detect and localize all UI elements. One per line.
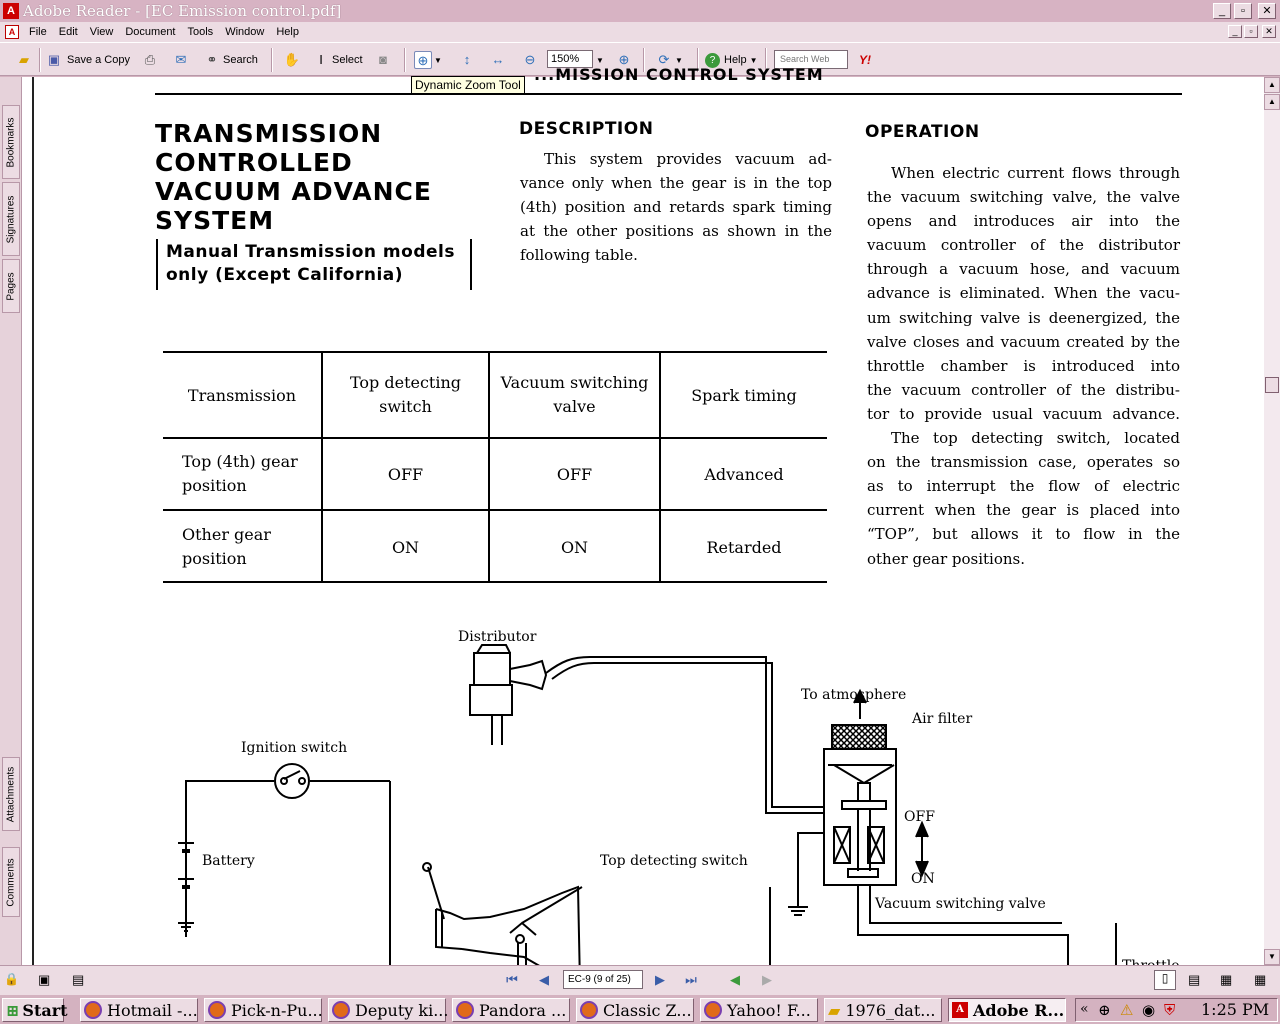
show-hidden-icons-icon[interactable]: «	[1080, 1001, 1089, 1017]
task-yahoo[interactable]: Yahoo! F...	[700, 998, 818, 1022]
help-icon: ?	[705, 53, 720, 68]
zoom-tool-dropdown-icon[interactable]: ▼	[434, 55, 442, 65]
window-view-icon[interactable]: ▣	[38, 972, 51, 987]
zoom-input[interactable]: 150%	[547, 50, 593, 68]
yahoo-icon[interactable]: Y!	[859, 53, 871, 67]
tab-bookmarks[interactable]: Bookmarks	[2, 105, 20, 179]
task-1976-data-folder[interactable]: ▰ 1976_dat...	[824, 998, 942, 1022]
close-button[interactable]: ✕	[1258, 3, 1276, 19]
label-battery: Battery	[202, 853, 255, 869]
gear-position-table	[163, 351, 827, 583]
start-button[interactable]: ⊞ Start	[2, 998, 64, 1022]
task-adobe-reader[interactable]: A Adobe R...	[948, 998, 1066, 1022]
operation-heading: OPERATION	[865, 122, 980, 142]
label-ignition-switch: Ignition switch	[241, 740, 348, 756]
zoom-in-icon[interactable]: ⊕	[618, 52, 630, 67]
firefox-icon	[84, 1001, 102, 1019]
hand-tool-icon[interactable]: ✋	[283, 52, 301, 67]
table-cell: ON	[560, 537, 589, 557]
last-page-icon[interactable]: ⏭	[685, 972, 697, 987]
task-pick-n-pull[interactable]: Pick-n-Pu...	[204, 998, 322, 1022]
label-air-filter: Air filter	[912, 711, 973, 727]
zoom-tool-icon[interactable]: ⊕	[414, 51, 432, 69]
go-back-icon[interactable]: ◀	[730, 972, 740, 987]
previous-page-icon[interactable]: ◀	[539, 972, 549, 987]
menu-bar	[0, 22, 1280, 42]
menu-edit[interactable]: Edit	[58, 26, 78, 38]
table-cell: ON	[391, 537, 420, 557]
help-button[interactable]: ? Help ▼	[705, 50, 758, 70]
facing-pages-icon[interactable]: ▦	[1220, 972, 1233, 987]
task-classic-z[interactable]: Classic Z...	[576, 998, 694, 1022]
continuous-facing-icon[interactable]: ▦	[1254, 972, 1267, 987]
shield-icon[interactable]: ⛨	[1164, 1001, 1176, 1019]
navigation-pane	[0, 77, 22, 965]
status-bar	[0, 965, 1280, 994]
section-title: TRANSMISSION CONTROLLED VACUUM ADVANCE SYSTEM	[155, 119, 432, 235]
scroll-down-icon[interactable]: ▼	[1264, 949, 1280, 965]
document-properties-icon[interactable]: ▤	[72, 972, 85, 987]
doc-close-button[interactable]: ✕	[1262, 25, 1276, 38]
document-page[interactable]	[22, 65, 1264, 965]
table-header: Transmission	[187, 385, 297, 405]
label-on: ON	[911, 871, 935, 887]
table-header: Top detecting switch	[349, 373, 462, 416]
table-cell: Other gear position	[182, 525, 271, 568]
disk-icon: ▣	[47, 52, 61, 67]
system-tray	[1075, 998, 1278, 1022]
first-page-icon[interactable]: ⏮	[506, 972, 518, 987]
maximize-button[interactable]: ▫	[1234, 3, 1252, 19]
next-page-icon[interactable]: ▶	[655, 972, 665, 987]
menu-tools[interactable]: Tools	[187, 26, 214, 38]
label-off: OFF	[904, 809, 935, 825]
document-icon[interactable]: A	[5, 25, 19, 39]
zoom-out-icon[interactable]: ⊖	[524, 52, 536, 67]
task-deputy[interactable]: Deputy ki...	[328, 998, 446, 1022]
table-cell: OFF	[556, 464, 593, 484]
table-cell: Advanced	[704, 464, 784, 484]
open-folder-icon[interactable]: ▰	[19, 52, 29, 67]
tab-comments[interactable]: Comments	[2, 847, 20, 917]
window-title: Adobe Reader - [EC Emission control.pdf]	[23, 2, 342, 20]
firefox-icon	[580, 1001, 598, 1019]
minimize-button[interactable]: _	[1213, 3, 1231, 19]
rotate-view-icon[interactable]: ⟳	[658, 52, 670, 67]
menu-help[interactable]: Help	[276, 26, 299, 38]
text-cursor-icon: I	[319, 52, 323, 67]
zoom-dropdown-icon[interactable]: ▼	[596, 55, 604, 65]
fit-width-icon[interactable]: ↔	[491, 52, 505, 67]
menu-view[interactable]: View	[89, 26, 114, 38]
clock[interactable]: 1:25 PM	[1201, 1000, 1270, 1019]
doc-minimize-button[interactable]: _	[1228, 25, 1242, 38]
tooltip: Dynamic Zoom Tool	[411, 76, 525, 94]
adobe-reader-icon: A	[3, 3, 19, 19]
binoculars-icon: ⚭	[206, 52, 218, 67]
firefox-icon	[332, 1001, 350, 1019]
label-to-atmosphere: To atmosphere	[801, 687, 907, 703]
adobe-icon: A	[952, 1002, 968, 1018]
security-alert-icon[interactable]: ⚠	[1120, 1001, 1134, 1019]
select-tool-button[interactable]: I Select	[312, 50, 363, 70]
menu-document[interactable]: Document	[125, 26, 176, 38]
vertical-scrollbar[interactable]	[1264, 77, 1280, 965]
tab-attachments[interactable]: Attachments	[2, 757, 20, 831]
network-icon[interactable]: ⊕	[1098, 1001, 1111, 1019]
tab-pages[interactable]: Pages	[2, 259, 20, 313]
tab-signatures[interactable]: Signatures	[2, 182, 20, 256]
doc-restore-button[interactable]: ▫	[1244, 25, 1258, 38]
scroll-up-icon[interactable]: ▲	[1264, 77, 1280, 93]
firefox-icon	[704, 1001, 722, 1019]
menu-file[interactable]: File	[29, 26, 47, 38]
folder-icon: ▰	[828, 1000, 841, 1020]
lock-icon: 🔒	[4, 972, 19, 986]
scroll-thumb[interactable]	[1265, 377, 1279, 393]
taskbar	[0, 994, 1280, 1024]
fit-page-icon[interactable]: ↕	[463, 52, 471, 67]
table-cell: Retarded	[706, 537, 782, 557]
task-hotmail[interactable]: Hotmail -...	[80, 998, 198, 1022]
rotate-dropdown-icon[interactable]: ▼	[675, 55, 683, 65]
firefox-icon	[456, 1001, 474, 1019]
description-text: This system provides vacuum ad- vance only when the gear is in the top (4th) position and retards spark timing at the other positions as shown in the following table.	[520, 150, 832, 264]
save-copy-button[interactable]: ▣ Save a Copy	[45, 50, 130, 70]
search-web-input[interactable]: Search Web	[774, 50, 848, 69]
page-header-fragment: ...MISSION CONTROL SYSTEM	[534, 65, 824, 84]
search-button[interactable]: ⚭ Search	[203, 50, 258, 70]
header-rule	[155, 93, 1182, 95]
table-cell: OFF	[387, 464, 424, 484]
operation-text: When electric current flows through the vacuum switching valve, the valve opens and introduces air into the vacuum controller of the distributor through a vacuum hose, and vacuum advance is eliminated. When the vacu- um switching valve is deenergized, the valve closes and vacuum created by the throttle chamber is introduced into the vacuum controller of the distribu- tor to provide usual vacuum advance. The top detecting switch, located on the transmission case, operates so as to interrupt the flow of electric current when the gear is placed into “TOP”, but allows it to flow in the other gear positions.	[867, 164, 1180, 568]
page-number-input[interactable]: EC-9 (9 of 25)	[563, 970, 643, 989]
windows-logo-icon: ⊞	[6, 1000, 20, 1020]
task-pandora[interactable]: Pandora ...	[452, 998, 570, 1022]
snapshot-icon[interactable]: ◙	[379, 52, 387, 67]
section-subtitle: Manual Transmission models only (Except California)	[156, 239, 472, 290]
label-distributor: Distributor	[458, 629, 537, 645]
email-icon[interactable]: ✉	[175, 52, 187, 67]
single-page-icon[interactable]: ▯	[1154, 970, 1176, 990]
title-bar	[0, 0, 1280, 22]
table-header: Spark timing	[691, 385, 797, 405]
system-diagram	[22, 617, 1264, 965]
help-dropdown-icon: ▼	[749, 55, 758, 65]
print-icon[interactable]: ⎙	[144, 52, 156, 67]
go-forward-icon[interactable]: ▶	[762, 972, 772, 987]
menu-window[interactable]: Window	[225, 26, 265, 38]
table-header: Vacuum switching valve	[500, 373, 649, 416]
antivirus-icon[interactable]: ◉	[1142, 1001, 1156, 1019]
continuous-icon[interactable]: ▤	[1188, 972, 1201, 987]
label-vacuum-switching-valve: Vacuum switching valve	[875, 896, 1046, 912]
scroll-page-up-icon[interactable]: ▲	[1264, 94, 1280, 110]
firefox-icon	[208, 1001, 226, 1019]
label-top-detecting-switch: Top detecting switch	[600, 853, 748, 869]
description-heading: DESCRIPTION	[519, 119, 654, 139]
table-cell: Top (4th) gear position	[182, 452, 298, 495]
distributor-body	[474, 653, 510, 685]
